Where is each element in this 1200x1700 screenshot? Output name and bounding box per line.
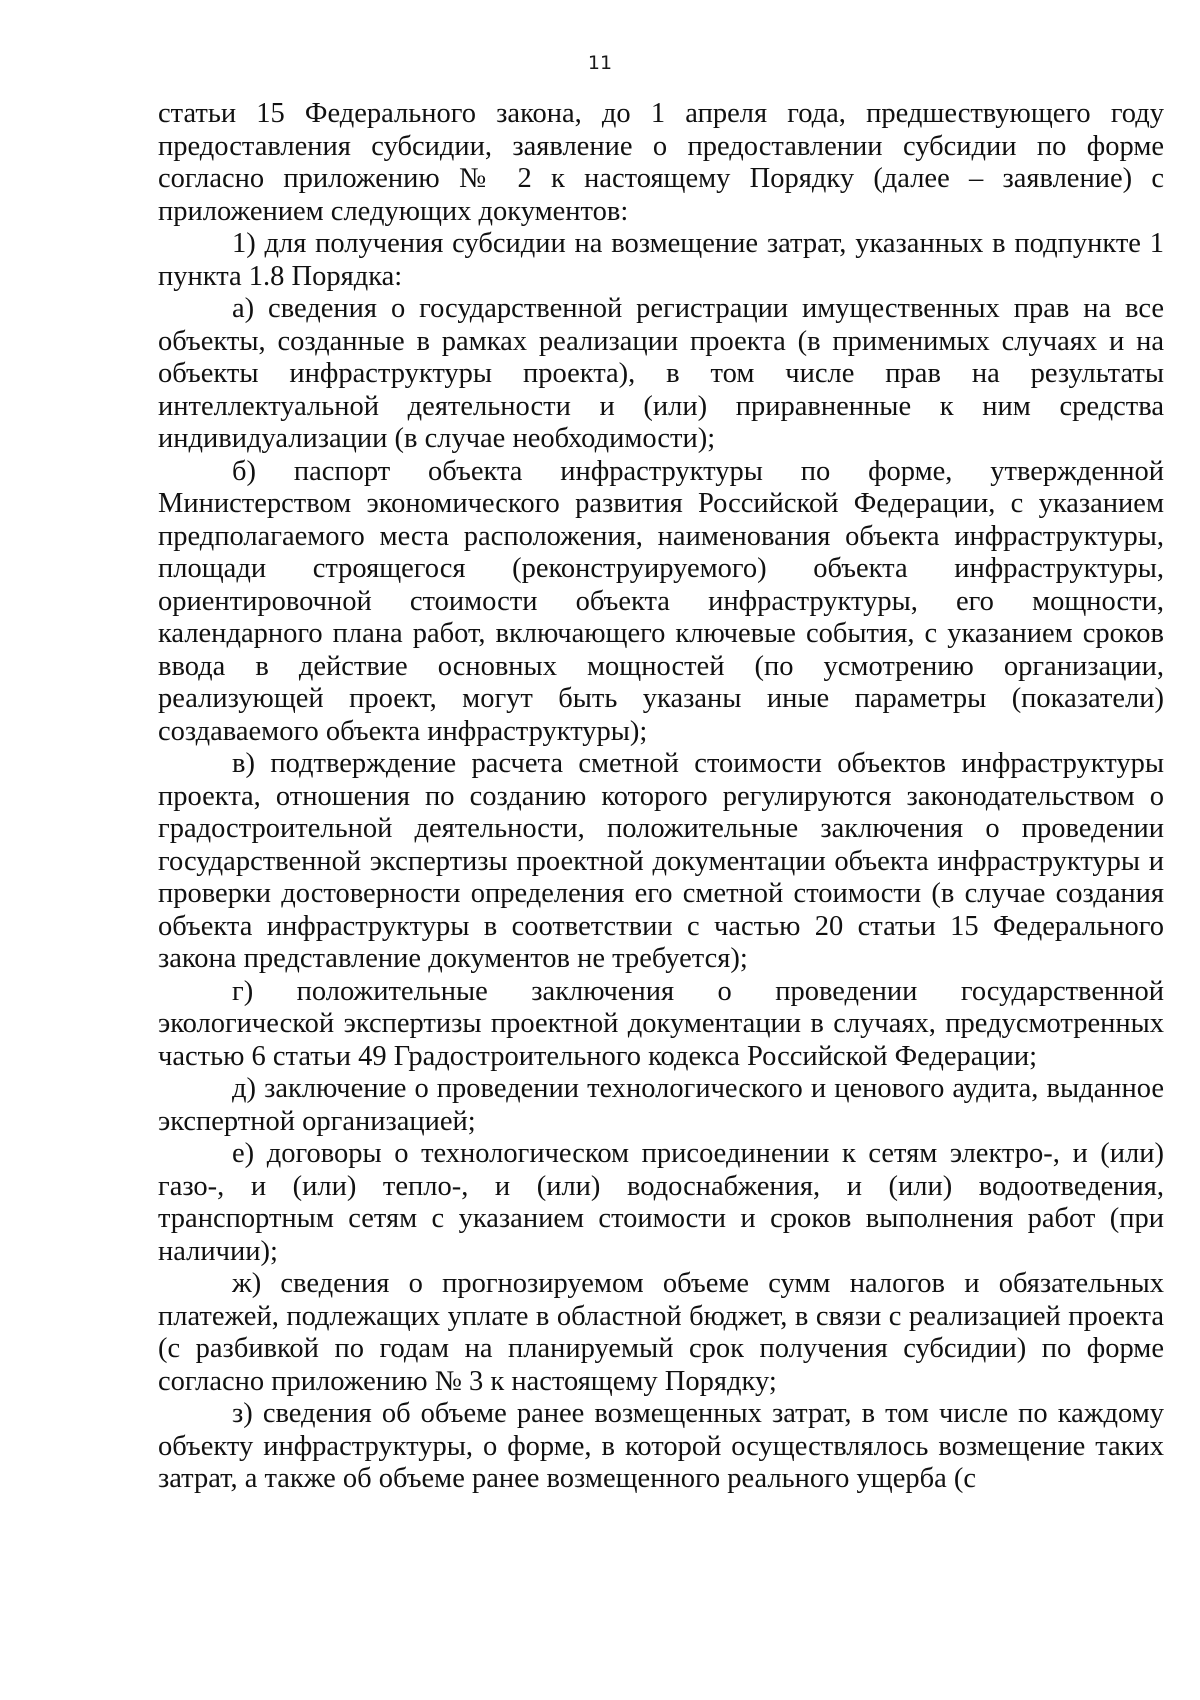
page-number: 11 xyxy=(587,52,613,74)
paragraph-subitem-v: в) подтверждение расчета сметной стоимости объектов инфраструктуры проекта, отношения по созданию которого регулируются законодательством о градостроительной деятельности, положительные заключения о проведении государственной экспертизы проектной документации объекта инфраструктуры и проверки достоверности определения его сметной стоимости (в случае создания объекта инфраструктуры в соответствии с частью 20 статьи 15 Федерального закона представление документов не требуется); xyxy=(158,748,1164,974)
paragraph-subitem-g: г) положительные заключения о проведении государственной экологической экспертизы проектной документации в случаях, предусмотренных частью 6 статьи 49 Градостроительного кодекса Российской Федерации; xyxy=(158,975,1164,1072)
paragraph-subitem-e: е) договоры о технологическом присоединении к сетям электро-, и (или) газо-, и (или) тепло-, и (или) водоснабжения, и (или) водоотведения, транспортным сетям с указанием стоимости и сроков выполнения работ (при наличии); xyxy=(158,1138,1164,1267)
paragraph-subitem-zh: ж) сведения о прогнозируемом объеме сумм налогов и обязательных платежей, подлежащих уплате в областной бюджет, в связи с реализацией проекта (с разбивкой по годам на планируемый срок получения субсидии) по форме согласно приложению № 3 к настоящему Порядку; xyxy=(158,1268,1164,1397)
paragraph-subitem-b: б) паспорт объекта инфраструктуры по форме, утвержденной Министерством экономического развития Российской Федерации, с указанием предполагаемого места расположения, наименования объекта инфраструктуры, площади строящегося (реконструируемого) объекта инфраструктуры, ориентировочной стоимости объекта инфраструктуры, его мощности, календарного плана работ, включающего ключевые события, с указанием сроков ввода в действие основных мощностей (по усмотрению организации, реализующей проект, могут быть указаны иные параметры (показатели) создаваемого объекта инфраструктуры); xyxy=(158,455,1164,747)
paragraph-subitem-z: з) сведения об объеме ранее возмещенных затрат, в том числе по каждому объекту инфраструктуры, о форме, в которой осуществлялось возмещение таких затрат, а также об объеме ранее возмещенного реального ущерба (с xyxy=(158,1398,1164,1494)
paragraph-subitem-d: д) заключение о проведении технологического и ценового аудита, выданное экспертной организацией; xyxy=(158,1073,1164,1137)
paragraph-subitem-a: а) сведения о государственной регистрации имущественных прав на все объекты, созданные в рамках реализации проекта (в применимых случаях и на объекты инфраструктуры проекта), в том числе прав на результаты интеллектуальной деятельности и (или) приравненные к ним средства индивидуализации (в случае необходимости); xyxy=(158,293,1164,454)
paragraph-item-1: 1) для получения субсидии на возмещение затрат, указанных в подпункте 1 пункта 1.8 Порядка: xyxy=(158,228,1164,292)
paragraph-intro-continuation: статьи 15 Федерального закона, до 1 апреля года, предшествующего году предоставления субсидии, заявление о предоставлении субсидии по форме согласно приложению № 2 к настоящему Порядку (далее – заявление) с приложением следующих документов: xyxy=(158,98,1164,227)
document-body xyxy=(158,98,1164,1496)
